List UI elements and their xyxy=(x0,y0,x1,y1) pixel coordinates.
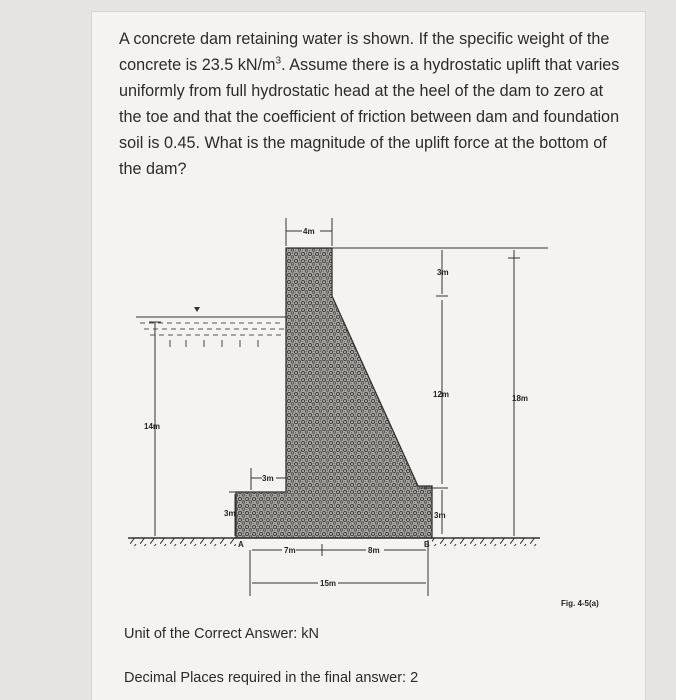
label-top-width: 4m xyxy=(303,227,315,236)
water-level-icon xyxy=(194,307,200,312)
dam-body xyxy=(236,248,432,538)
label-mid-right: 12m xyxy=(433,390,450,399)
water-lines xyxy=(140,323,284,335)
label-water-depth: 14m xyxy=(144,422,161,431)
figure-caption: Fig. 4-5(a) xyxy=(561,599,599,608)
ground-hatch-right xyxy=(432,538,540,546)
answer-decimals: Decimal Places required in the final answer: 2 xyxy=(124,670,419,686)
label-top-right: 3m xyxy=(437,268,449,277)
dim-base-segments xyxy=(250,540,428,596)
label-base-left: 7m xyxy=(284,546,296,555)
label-point-a: A xyxy=(238,540,244,549)
label-base-right: 8m xyxy=(368,546,380,555)
answer-unit: Unit of the Correct Answer: kN xyxy=(124,626,320,642)
ground-hatch-left xyxy=(128,538,236,546)
label-total-height: 18m xyxy=(512,394,529,403)
label-toe-height: 3m xyxy=(434,511,446,520)
label-base-total: 15m xyxy=(320,579,337,588)
question-text: A concrete dam retaining water is shown. If the specific weight of the concrete is 23.5 $kN/m^3$. Assume there is a hydrostatic uplift that varies uniformly from full hydrostatic head at the heel of the dam to zero at the toe and that the coefficient of friction between dam and foundation soil is 0.45. What is the magnitude of the uplift force at the bottom of the dam? xyxy=(119,30,620,178)
label-point-b: B xyxy=(424,540,430,549)
label-heel-height: 3m xyxy=(224,509,236,518)
water-ticks xyxy=(170,340,258,347)
label-heel-offset: 3m xyxy=(262,474,274,483)
